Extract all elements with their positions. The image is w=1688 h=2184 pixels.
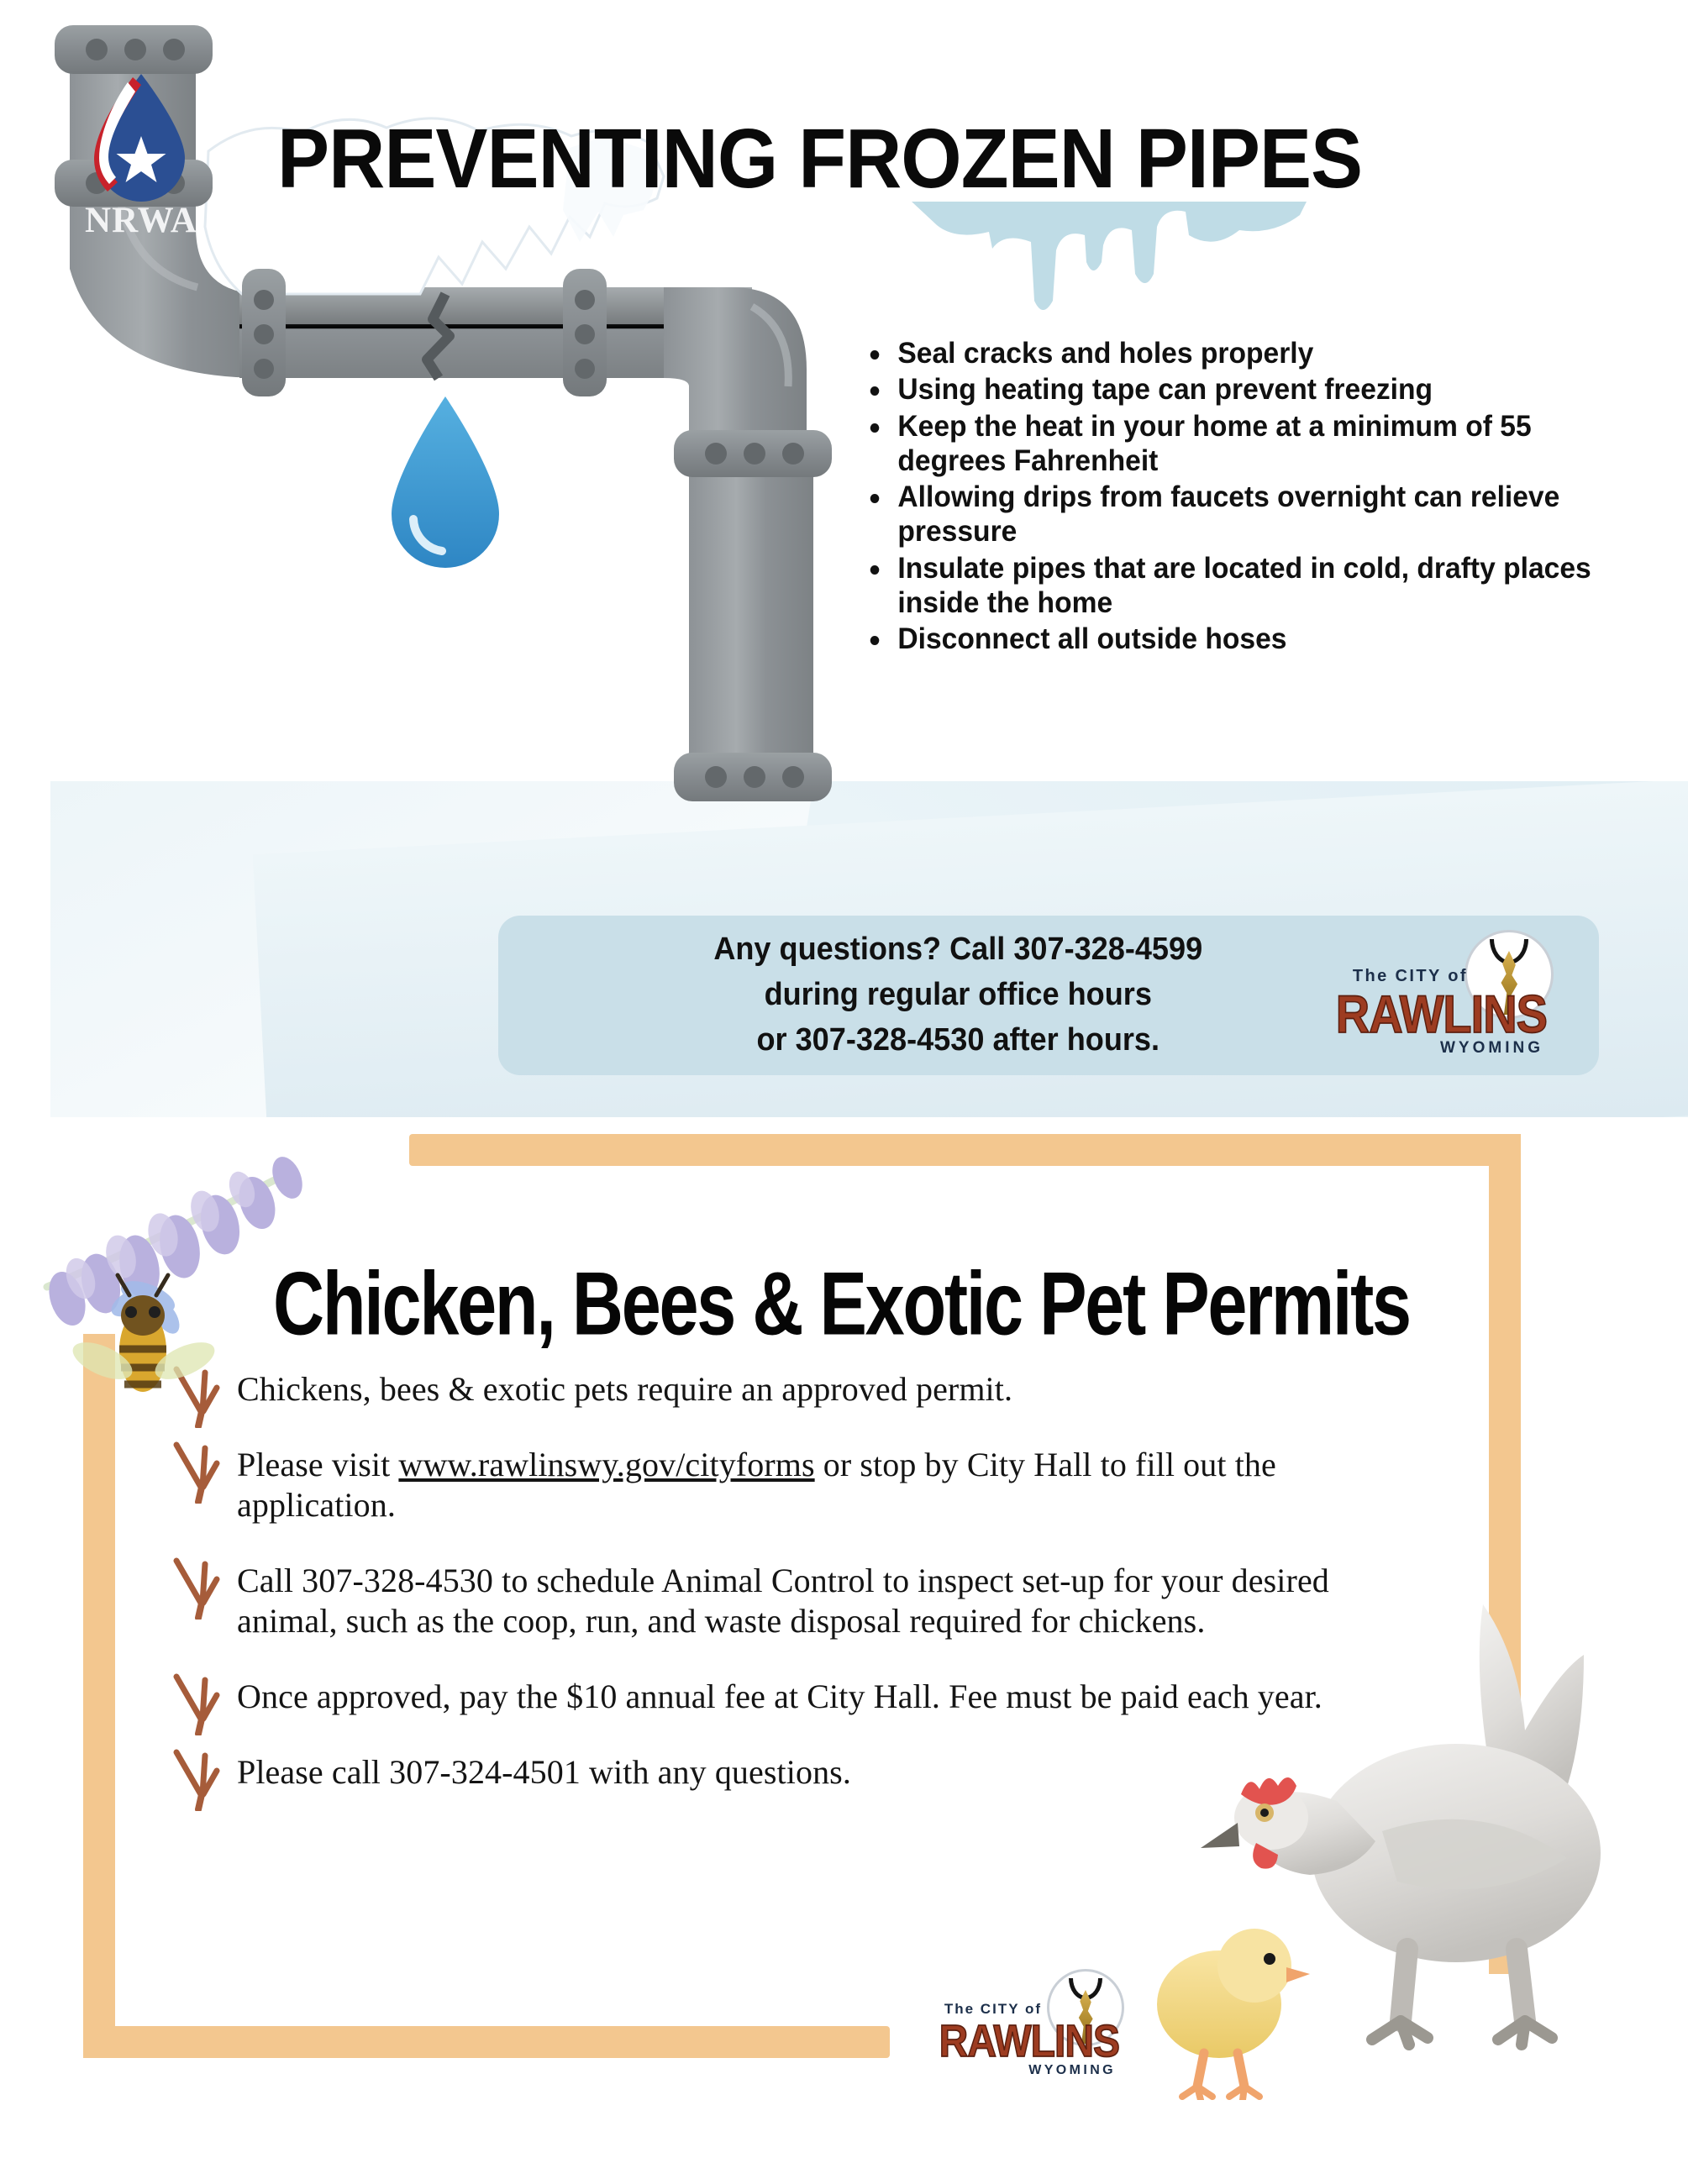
city-of-rawlins-logo [1335, 937, 1555, 1057]
permit-item-text [237, 1561, 1380, 1641]
permit-item [187, 1561, 1380, 1641]
permits-title: Chicken, Bees & Exotic Pet Permits [273, 1252, 1410, 1354]
frame-bottom-bar [83, 2026, 890, 2058]
permit-item-text [237, 1369, 1380, 1410]
permit-text-run: Once approved, pay the $10 annual fee at City Hall. Fee must be paid each year. [237, 1677, 1323, 1715]
permit-text-run: or stop by City Hall to fill out the application. [237, 1446, 1276, 1524]
tip-item: Keep the heat in your home at a minimum of 55 degrees Fahrenheit [865, 409, 1640, 479]
permit-items-list [187, 1369, 1380, 1828]
chicken-track-icon [168, 1672, 220, 1735]
permit-item [187, 1445, 1380, 1525]
contact-line-3: or 307-328-4530 after hours. [756, 1021, 1160, 1058]
ice-drip-icon [912, 202, 1307, 319]
logo-the-city-of: The CITY of [1352, 967, 1468, 985]
contact-line-2: during regular office hours [764, 977, 1152, 1013]
contact-text [520, 927, 1341, 1063]
logo-rawlins: RAWLINS [939, 2017, 1119, 2067]
permit-link[interactable]: www.rawlinswy.gov/cityforms [398, 1446, 815, 1483]
permit-text-run: Please visit [237, 1446, 399, 1483]
tip-item: Insulate pipes that are located in cold, drafty places inside the home [865, 551, 1640, 621]
chicken-track-icon [168, 1556, 220, 1620]
permit-text-run: Call 307-328-4530 to schedule Animal Control to inspect set-up for your desired animal, such as the coop, run, and waste disposal required for chickens. [237, 1562, 1329, 1640]
page-title: PREVENTING FROZEN PIPES [277, 112, 1363, 206]
city-of-rawlins-logo-bottom [933, 1974, 1126, 2092]
tip-item: Using heating tape can prevent freezing [865, 372, 1640, 407]
contact-callout-box [498, 916, 1599, 1075]
permit-item [187, 1369, 1380, 1410]
permits-section [0, 1117, 1688, 2184]
permit-text-run: Chickens, bees & exotic pets require an approved permit. [237, 1370, 1013, 1408]
chicken-track-icon [168, 1747, 220, 1811]
tip-item: Seal cracks and holes properly [865, 336, 1640, 370]
permit-item [187, 1752, 1380, 1793]
logo-wyoming: WYOMING [1440, 1039, 1543, 1057]
frozen-pipe-tips-list [865, 336, 1672, 659]
permit-text-run: Please call 307-324-4501 with any questions. [237, 1753, 851, 1791]
bee-on-lavender-icon [40, 1122, 309, 1399]
permit-item-text [237, 1752, 1380, 1793]
permit-item-text [237, 1677, 1380, 1717]
logo-wyoming: WYOMING [1028, 2063, 1116, 2077]
permit-item [187, 1677, 1380, 1717]
tip-item: Allowing drips from faucets overnight can relieve pressure [865, 480, 1640, 549]
permit-item-text [237, 1445, 1380, 1525]
chicken-track-icon [168, 1440, 220, 1504]
svg-text:NRWA: NRWA [85, 201, 197, 240]
logo-the-city-of: The CITY of [944, 2001, 1042, 2017]
contact-line-1: Any questions? Call 307-328-4599 [713, 932, 1203, 968]
frame-top-bar [409, 1134, 1521, 1166]
tip-item: Disconnect all outside hoses [865, 622, 1640, 656]
logo-rawlins: RAWLINS [1335, 984, 1547, 1044]
